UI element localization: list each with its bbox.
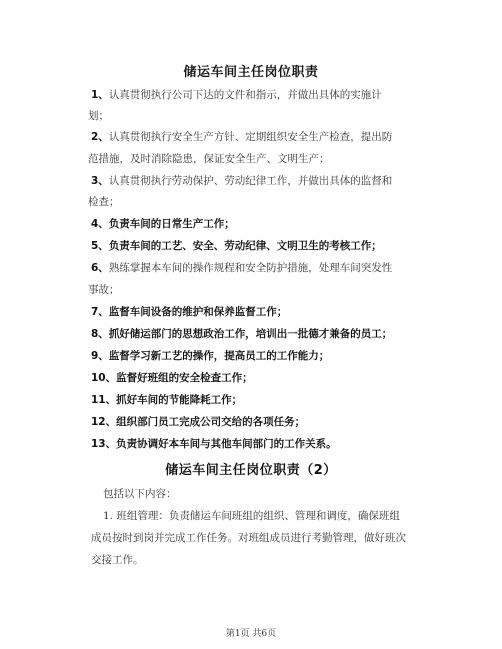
item-continuation: 划；	[88, 110, 109, 122]
list-item	[91, 325, 392, 343]
item-number: 1、	[91, 89, 109, 101]
item-number: 6、	[91, 262, 109, 274]
item-text: 监督车间设备的维护和保养监督工作；	[108, 306, 288, 318]
item-number: 7、	[91, 306, 109, 318]
list-item	[91, 172, 392, 190]
item-number: 8、	[91, 328, 109, 340]
paragraph-line: 1. 班组管理：负责储运车间班组的组织、管理和调度，确保班组	[103, 510, 400, 522]
section-title: 储运车间主任岗位职责（2）	[165, 463, 337, 478]
item-continuation: 范措施，及时消除隐患，保证安全生产、文明生产；	[88, 153, 330, 165]
item-text: 负责车间的日常生产工作；	[108, 218, 235, 230]
item-text: 组织部门员工完成公司交给的各项任务；	[116, 416, 306, 428]
list-item	[91, 435, 337, 453]
item-number: 5、	[91, 240, 109, 252]
item-text: 熟练掌握本车间的操作规程和安全防护措施，处理车间突发性	[108, 262, 393, 274]
list-item	[91, 128, 392, 146]
item-text: 负责协调好本车间与其他车间部门的工作关系。	[116, 438, 337, 450]
item-text: 认真贯彻执行公司下达的文件和指示，并做出具体的实施计	[108, 89, 382, 101]
list-item	[91, 369, 253, 387]
item-number: 3、	[91, 175, 109, 187]
item-number: 12、	[91, 416, 117, 428]
item-text: 认真贯彻执行劳动保护、劳动纪律工作，并做出具体的监督和	[108, 175, 393, 187]
item-continuation: 检查；	[88, 196, 120, 208]
intro-text: 包括以下内容：	[103, 488, 177, 500]
item-number: 13、	[91, 438, 117, 450]
paragraph-line: 成员按时到岗并完成工作任务。对班组成员进行考勤管理，做好班次	[91, 532, 406, 544]
list-item	[91, 303, 287, 321]
item-text: 抓好储运部门的思想政治工作，培训出一批德才兼备的员工；	[108, 328, 393, 340]
item-text: 监督学习新工艺的操作，提高员工的工作能力；	[108, 350, 330, 362]
item-text: 负责车间的工艺、安全、劳动纪律、文明卫生的考核工作；	[108, 240, 382, 252]
list-item	[91, 215, 235, 233]
list-item	[91, 413, 305, 431]
paragraph-line: 交接工作。	[91, 554, 144, 566]
document-title: 储运车间主任岗位职责	[183, 65, 319, 80]
page-footer: 第1页 共6页	[225, 629, 277, 639]
item-number: 4、	[91, 218, 109, 230]
list-item	[91, 259, 392, 277]
item-number: 10、	[91, 372, 117, 384]
list-item	[91, 86, 382, 104]
item-number: 11、	[91, 394, 117, 406]
item-text: 抓好车间的节能降耗工作；	[116, 394, 243, 406]
list-item	[91, 347, 329, 365]
list-item	[91, 391, 242, 409]
item-text: 认真贯彻执行安全生产方针、定期组织安全生产检查，提出防	[108, 131, 393, 143]
item-text: 监督好班组的安全检查工作；	[116, 372, 253, 384]
item-continuation: 事故；	[88, 284, 120, 296]
item-number: 9、	[91, 350, 109, 362]
item-number: 2、	[91, 131, 109, 143]
list-item	[91, 237, 382, 255]
